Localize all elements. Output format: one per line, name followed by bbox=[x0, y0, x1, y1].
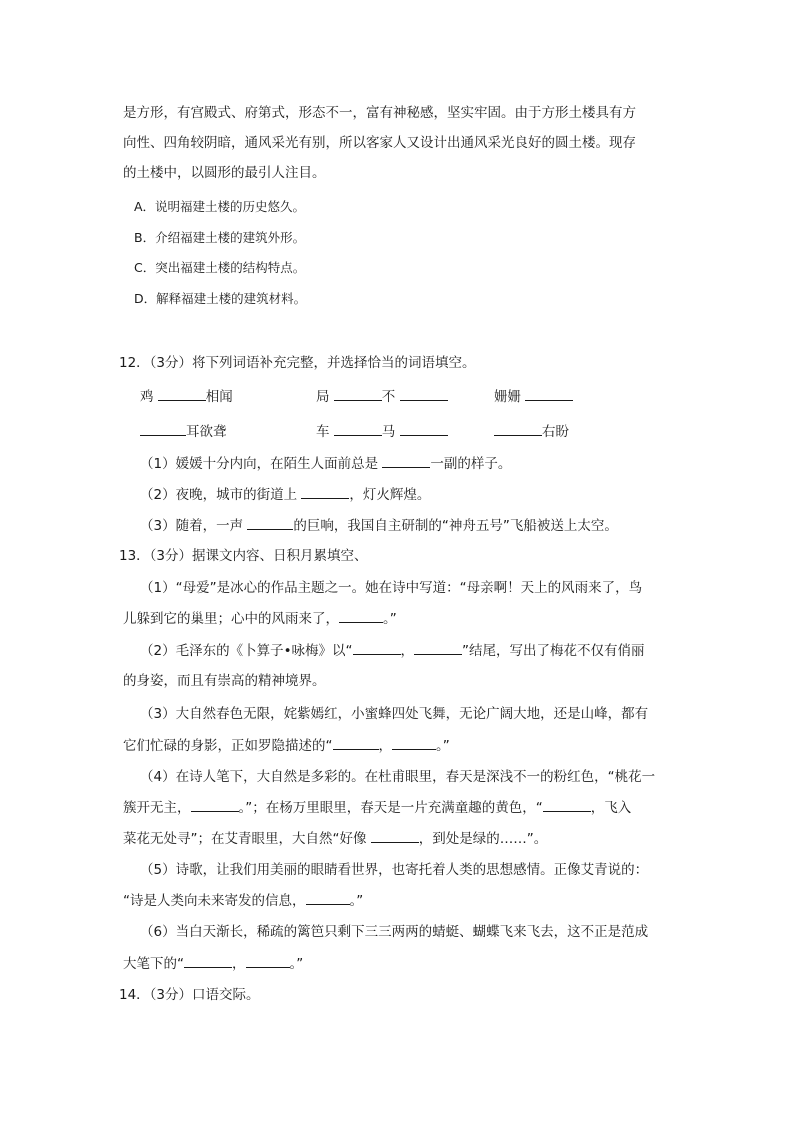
sentence-line: 簇开无主， 。”；在杨万里眼里，春天是一片充满童趣的黄色，“ ，飞入 bbox=[123, 797, 631, 818]
sentence-line: （5）诗歌，让我们用美丽的眼睛看世界，也寄托着人类的思想感情。正像艾青说的： bbox=[140, 862, 649, 878]
fill-blank[interactable] bbox=[333, 735, 379, 750]
sentence-line: “诗是人类向未来寄发的信息， 。” bbox=[123, 890, 363, 911]
sentence-item: （2）夜晚，城市的街道上 ，灯火辉煌。 bbox=[140, 484, 430, 505]
word-item: 局 不 bbox=[316, 386, 448, 407]
fill-blank[interactable] bbox=[247, 515, 293, 530]
sentence-item: （3）随着，一声 的巨响，我国自主研制的“神舟五号”飞船被送上太空。 bbox=[140, 515, 618, 536]
passage-line: 的土楼中，以圆形的最引人注目。 bbox=[123, 165, 326, 181]
sentence-line: （3）大自然春色无限，姹紫嫣红，小蜜蜂四处飞舞，无论广阔大地，还是山峰，都有 bbox=[140, 706, 649, 722]
sentence-line: （1）“母爱”是冰心的作品主题之一。她在诗中写道：“母亲啊！天上的风雨来了，鸟 bbox=[140, 580, 643, 596]
option-c: C．突出福建土楼的结构特点。 bbox=[134, 260, 306, 275]
passage-line: 向性、四角较阴暗，通风采光有别，所以客家人又设计出通风采光良好的圆土楼。现存 bbox=[123, 135, 636, 151]
word-item: 耳欲聋 bbox=[140, 421, 227, 442]
fill-blank[interactable] bbox=[184, 953, 232, 968]
sentence-item: （1）媛媛十分内向，在陌生人面前总是 一副的样子。 bbox=[140, 453, 511, 474]
fill-blank[interactable] bbox=[414, 640, 462, 655]
option-a: A．说明福建土楼的历史悠久。 bbox=[134, 199, 306, 214]
sentence-line: 儿躲到它的巢里；心中的风雨来了， 。” bbox=[123, 608, 397, 629]
fill-blank[interactable] bbox=[494, 421, 542, 436]
fill-blank[interactable] bbox=[246, 953, 290, 968]
word-item: 右盼 bbox=[494, 421, 569, 442]
fill-blank[interactable] bbox=[140, 421, 186, 436]
sentence-line: 菜花无处寻”；在艾青眼里，大自然“好像 ，到处是绿的……”。 bbox=[123, 828, 547, 849]
fill-blank[interactable] bbox=[306, 890, 350, 905]
sentence-line: （2）毛泽东的《卜算子•咏梅》以“ ， ”结尾，写出了梅花不仅有俏丽 bbox=[140, 640, 645, 661]
sentence-line: （4）在诗人笔下，大自然是多彩的。在杜甫眼里，春天是深浅不一的粉红色，“桃花一 bbox=[140, 769, 656, 785]
sentence-line: 大笔下的“ ， 。” bbox=[123, 953, 303, 974]
word-item: 鸡 相闻 bbox=[140, 386, 233, 407]
option-b: B．介绍福建土楼的建筑外形。 bbox=[134, 230, 306, 245]
question-12-title: 12．（3分）将下列词语补充完整，并选择恰当的词语填空。 bbox=[119, 355, 476, 371]
fill-blank[interactable] bbox=[353, 640, 401, 655]
sentence-line: 它们忙碌的身影，正如罗隐描述的“ ， 。” bbox=[123, 735, 450, 756]
fill-blank[interactable] bbox=[158, 386, 206, 401]
fill-blank[interactable] bbox=[400, 421, 448, 436]
fill-blank[interactable] bbox=[339, 608, 383, 623]
question-13-title: 13．（3分）据课文内容、日积月累填空、 bbox=[119, 548, 368, 564]
sentence-line: （6）当白天渐长，稀疏的篱笆只剩下三三两两的蜻蜓、蝴蝶飞来飞去，这不正是范成 bbox=[140, 924, 649, 940]
word-item: 姗姗 bbox=[494, 386, 573, 407]
fill-blank[interactable] bbox=[371, 828, 419, 843]
fill-blank[interactable] bbox=[191, 797, 239, 812]
fill-blank[interactable] bbox=[392, 735, 436, 750]
question-14-title: 14．（3分）口语交际。 bbox=[119, 987, 260, 1003]
fill-blank[interactable] bbox=[400, 386, 448, 401]
fill-blank[interactable] bbox=[525, 386, 573, 401]
fill-blank[interactable] bbox=[543, 797, 591, 812]
fill-blank[interactable] bbox=[334, 386, 382, 401]
fill-blank[interactable] bbox=[334, 421, 382, 436]
option-d: D．解释福建土楼的建筑材料。 bbox=[134, 291, 307, 306]
fill-blank[interactable] bbox=[301, 484, 349, 499]
fill-blank[interactable] bbox=[382, 453, 430, 468]
sentence-line: 的身姿，而且有崇高的精神境界。 bbox=[123, 673, 326, 689]
passage-line: 是方形，有宫殿式、府第式，形态不一，富有神秘感，坚实牢固。由于方形土楼具有方 bbox=[123, 105, 636, 121]
word-item: 车 马 bbox=[316, 421, 448, 442]
